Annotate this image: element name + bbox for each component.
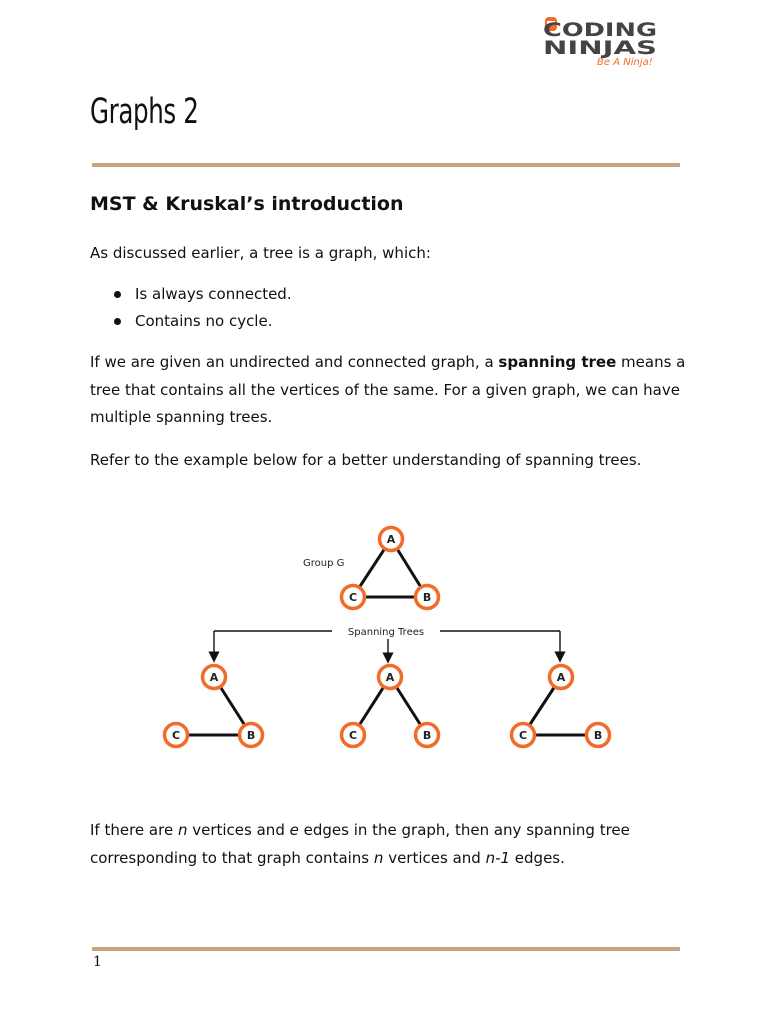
svg-text:A: A	[209, 671, 219, 684]
svg-text:B: B	[593, 729, 603, 742]
graph-node	[550, 666, 573, 689]
svg-text:C: C	[348, 729, 358, 742]
top-divider	[92, 163, 680, 167]
intro-paragraph: As discussed earlier, a tree is a graph, which:	[90, 244, 431, 262]
logo-tagline: Be A Ninja!	[597, 57, 653, 68]
list-item: Contains no cycle.	[90, 308, 292, 335]
svg-text:B: B	[422, 591, 432, 604]
graph-node	[165, 724, 188, 747]
graph-node	[512, 724, 535, 747]
graph-node	[342, 724, 365, 747]
graph-node	[379, 666, 402, 689]
svg-text:C: C	[518, 729, 528, 742]
spanning-tree-term: spanning tree	[498, 353, 617, 371]
graph-node	[416, 586, 439, 609]
property-list	[90, 281, 292, 335]
page-number: 1	[93, 954, 102, 970]
svg-text:C: C	[348, 591, 358, 604]
graph-node	[380, 528, 403, 551]
vertices-edges-paragraph: If there are n vertices and e edges in the graph, then any spanning tree corresponding to that graph contains n vertices and n-1 edges.	[90, 821, 630, 867]
page-title: Graphs 2	[90, 92, 199, 132]
list-item: Is always connected.	[90, 281, 292, 308]
svg-text:B: B	[246, 729, 256, 742]
bottom-divider	[92, 947, 680, 951]
svg-text:B: B	[422, 729, 432, 742]
coding-ninjas-logo	[543, 14, 661, 70]
svg-text:A: A	[385, 671, 395, 684]
section-heading: MST & Kruskal’s introduction	[90, 193, 404, 215]
svg-text:A: A	[556, 671, 566, 684]
logo-line2: NINJAS	[543, 37, 657, 59]
graph-node	[240, 724, 263, 747]
graph-node	[587, 724, 610, 747]
spanning-trees-label: Spanning Trees	[347, 627, 425, 638]
example-intro: Refer to the example below for a better understanding of spanning trees.	[90, 451, 642, 469]
graph-node	[416, 724, 439, 747]
logo-line1: CODING	[543, 19, 657, 41]
spanning-tree-definition: If we are given an undirected and connected graph, a spanning tree means a tree that contains all the vertices of the same. For a given graph, we can have multiple spanning trees.	[90, 353, 686, 426]
svg-text:A: A	[386, 533, 396, 546]
graph-node	[203, 666, 226, 689]
group-label: Group G	[303, 558, 345, 569]
spanning-trees-diagram	[150, 515, 630, 765]
graph-node	[342, 586, 365, 609]
svg-text:C: C	[171, 729, 181, 742]
